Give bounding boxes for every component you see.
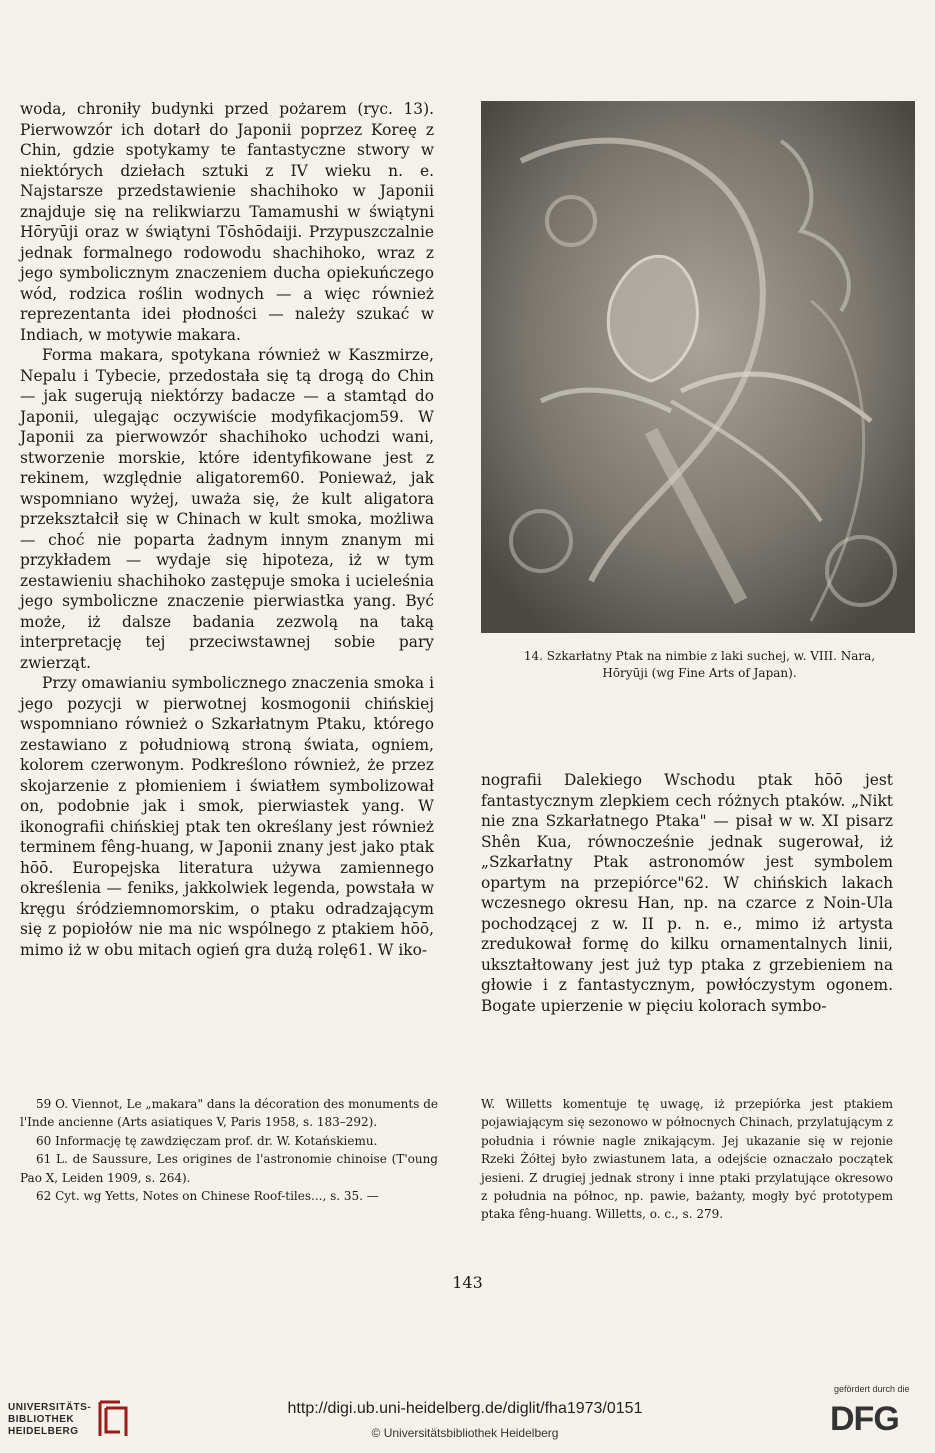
digitization-footer xyxy=(0,1378,935,1453)
left-column xyxy=(20,99,434,960)
page-number: 143 xyxy=(452,1273,483,1292)
university-line-3: HEIDELBERG xyxy=(8,1426,79,1437)
paragraph-4: nografii Dalekiego Wschodu ptak hōō jest fantastycznym zlepkiem cech różnych ptaków. „Nikt nie zna Szkarłatnego Ptaka" — pisał w w. XI pisarz Shên Kua, równocześnie jednak sugerował, iż „Szkarłatny Ptak astronomów jest symbolem opartym na przepiórce"62. W chińskich lakach wczesnego okresu Han, np. na czarce z Noin-Ula pochodzącej z w. II p. n. e., mimo iż artysta zredukował formę do kilku ornamentalnych linii, ukształtowany jest już typ ptaka z grzebieniem na głowie i z fantastycznym, powłóczystym ogonem. Bogate upierzenie w pięciu kolorach symbo- xyxy=(481,771,893,1015)
caption-line-2: Hōryūji (wg Fine Arts of Japan). xyxy=(602,666,797,680)
university-library-logo-text xyxy=(8,1402,91,1438)
dfg-funding-label: gefördert durch die xyxy=(834,1384,910,1394)
university-line-2: BIBLIOTHEK xyxy=(8,1414,75,1425)
figure-caption xyxy=(481,648,918,682)
footnote-59: 59 O. Viennot, Le „makara" dans la décoration des monuments de l'Inde ancienne (Arts asiatiques V, Paris 1958, s. 183–292). xyxy=(20,1097,438,1130)
copyright-notice: © Universitätsbibliothek Heidelberg xyxy=(371,1426,559,1440)
university-line-1: UNIVERSITÄTS- xyxy=(8,1402,92,1413)
source-url-link[interactable]: http://digi.ub.uni-heidelberg.de/diglit/fha1973/0151 xyxy=(287,1400,643,1417)
paragraph-2: Forma makara, spotykana również w Kaszmirze, Nepalu i Tybecie, przedostała się tą drogą do Chin — jak sugerują niektórzy badacze — a stamtąd do Japonii, ulegając oczywiście modyfikacjom59. W Japonii za pierwowzór shachihoko uchodzi wani, stworzenie morskie, które identyfikowane jest z rekinem, względnie aligatorem60. Ponieważ, jak wspomniano wyżej, uważa się, że kult aligatora przekształcił się w Chinach w kult smoka, możliwa — choć nie poparta żadnym innym znanym mi przykładem — wydaje się hipoteza, iż w tym zestawieniu shachihoko zastępuje smoka i ucieleśnia jego symboliczne znaczenie pierwiastka yang. Być może, iż dalsze badania zezwolą na taką interpretację tej przeciwstawnej sobie pary zwierząt. xyxy=(20,346,434,672)
footnote-61: 61 L. de Saussure, Les origines de l'astronomie chinoise (T'oung Pao X, Leiden 1909, s. 264). xyxy=(20,1152,438,1185)
paragraph-1: woda, chroniły budynki przed pożarem (ryc. 13). Pierwowzór ich dotarł do Japonii poprzez Koreę z Chin, gdzie spotykamy te fantastyczne stwory w niektórych dziełach sztuki z IV wieku n. e. Najstarsze przedstawienie shachihoko w Japonii znajduje się na relikwiarzu Tamamushi w świątyni Hōryūji oraz w świątyni Tōshōdaiji. Przypuszczalnie jednak formalnego rodowodu shachihoko, wraz z jego symbolicznym znaczeniem ducha opiekuńczego wód, rodzica roślin wodnych — a więc również reprezentanta idei płodności — należy szukać w Indiach, w motywie makara. xyxy=(20,100,434,344)
right-column xyxy=(481,770,893,1016)
paragraph-3: Przy omawianiu symbolicznego znaczenia smoka i jego pozycji w pierwotnej kosmogonii chińskiej wspomniano również o Szkarłatnym Ptaku, którego zestawiano z południową stroną świata, ogniem, kolorem czerwonym. Podkreślono również, że przez skojarzenie z płomieniem i światłem symbolizował on, podobnie jak i smok, pierwiastek yang. W ikonografii chińskiej ptak ten określany jest również terminem fêng-huang, w Japonii znany jest jako ptak hōō. Europejska literatura używa zamiennego określenia — feniks, jakkolwiek legenda, powstała w kręgu śródziemnomorskim, o ptaku odradzającym się z popiołów nie ma nic wspólnego z ptakiem hōō, mimo iż w obu mitach ogień gra dużą rolę61. W iko- xyxy=(20,674,434,959)
footnotes-left xyxy=(20,1095,438,1205)
dfg-logo: DFG xyxy=(830,1400,899,1438)
caption-line-1: 14. Szkarłatny Ptak na nimbie z laki suchej, w. VIII. Nara, xyxy=(523,649,876,663)
phoenix-relief-image xyxy=(481,101,915,633)
university-library-logo-icon xyxy=(96,1396,130,1438)
footnote-60: 60 Informację tę zawdzięczam prof. dr. W. Kotańskiemu. xyxy=(36,1133,378,1148)
footnote-62: 62 Cyt. wg Yetts, Notes on Chinese Roof-tiles..., s. 35. — xyxy=(36,1189,379,1204)
footnote-62-continued: W. Willetts komentuje tę uwagę, iż przepiórka jest ptakiem pojawiającym się sezonowo w północnych Chinach, przylatującym z południa i równie nagle znikającym. Jej ukazanie się w rejonie Rzeki Żółtej było zwiastunem lata, a odejście oznaczało początek jesieni. Z drugiej jednak strony i inne ptaki przylatujące okresowo z południa na północ, np. pawie, bażanty, mogły być prototypem ptaka fêng-huang. Willetts, o. c., s. 279. xyxy=(481,1097,893,1222)
figure-phoenix-photo xyxy=(481,101,915,633)
footnotes-right xyxy=(481,1095,893,1224)
